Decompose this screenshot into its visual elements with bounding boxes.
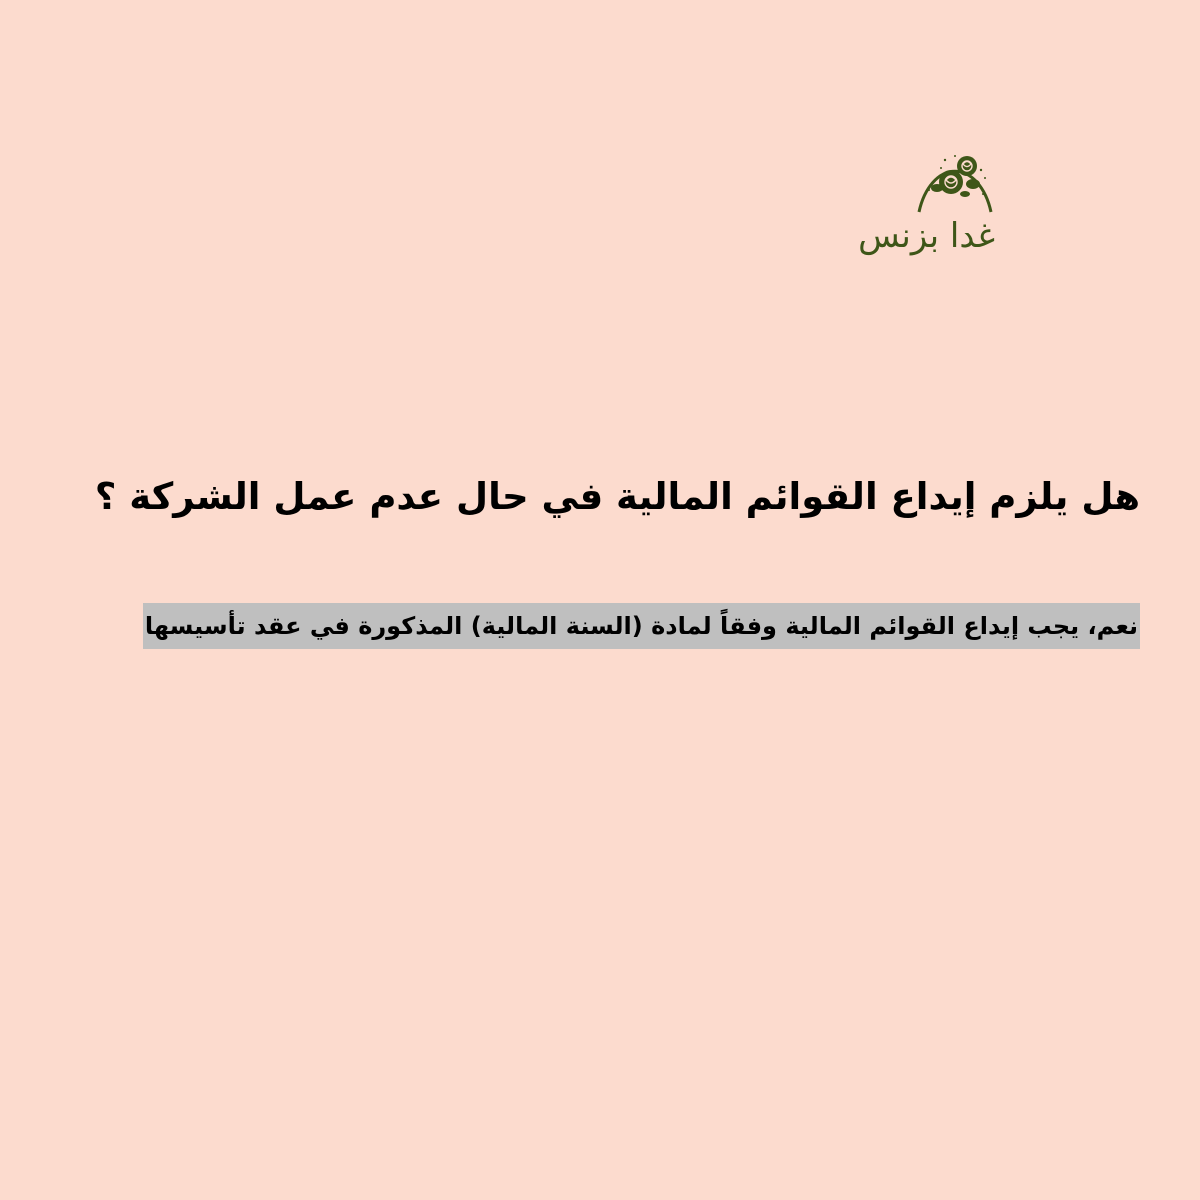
rose-arch-icon — [915, 120, 995, 220]
brand-name: غدا بزنس — [858, 216, 995, 256]
question-heading: هل يلزم إيداع القوائم المالية في حال عدم عمل الشركة ؟ — [94, 475, 1140, 518]
brand-logo — [858, 120, 995, 270]
answer-text: نعم، يجب إيداع القوائم المالية وفقاً لمادة (السنة المالية) المذكورة في عقد تأسيسها — [143, 603, 1140, 649]
answer-block — [60, 603, 1140, 649]
